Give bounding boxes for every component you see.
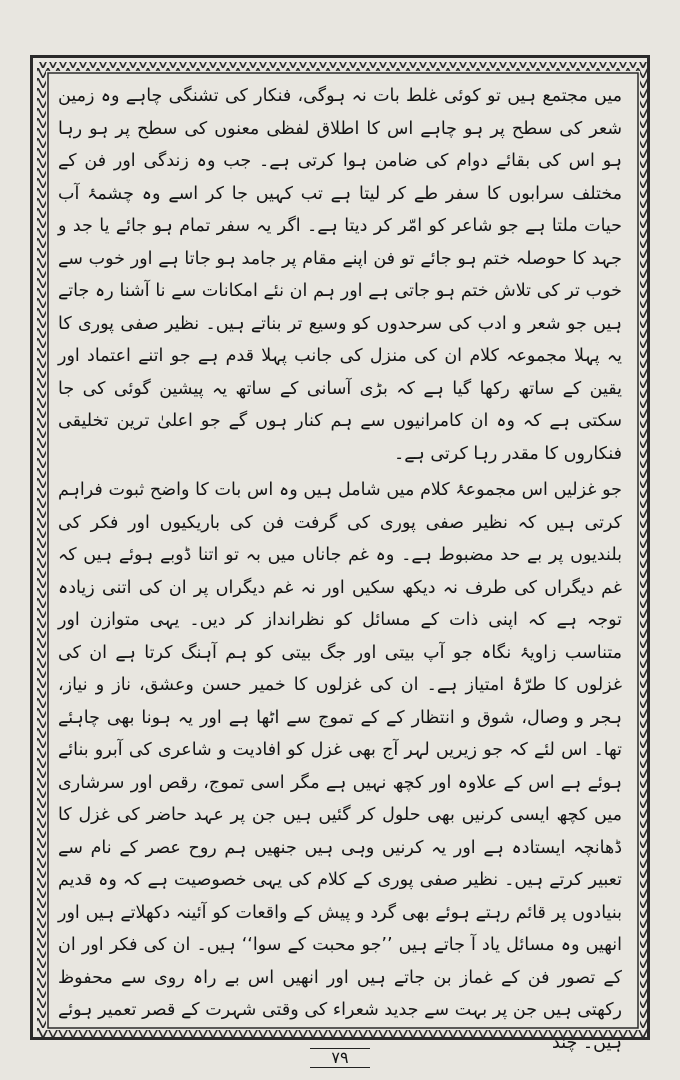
body-text [58,80,622,1059]
paragraph-2: جو غزلیں اس مجموعۂ کلام میں شامل ہیں وہ اس بات کا واضح ثبوت فراہم کرتی ہیں کہ نظیر صفی پوری کی گرفت فن کی باریکیوں اور فکر کی بلندیوں پر بے حد مضبوط ہے۔ وہ غم جاناں میں بہ تو اتنا ڈوبے ہوئے ہیں کہ غم دیگراں کی طرف نہ دیکھ سکیں اور نہ غم دیگراں پر ان کی اتنی زیادہ توجہ ہے کہ اپنی ذات کے مسائل کو نظرانداز کر دیں۔ یہی متوازن اور متناسب زاویۂ نگاہ جو آپ بیتی اور جگ بیتی کو ہم آہنگ کرتا ہے ان کی غزلوں کا طرّۂ امتیاز ہے۔ ان کی غزلوں کا خمیر حسن وعشق، ناز و نیاز، ہجر و وصال، شوق و انتظار کے کے تموج سے اٹھا ہے اور یہ ہونا بھی چاہئے تھا۔ اس لئے کہ جو زیریں لہر آج بھی غزل کو افادیت و شاعری کی آبرو بنائے ہوئے ہے اس کے علاوہ اور کچھ نہیں ہے مگر اسی تموج، رقص اور سرشاری میں کچھ ایسی کرنیں بھی حلول کر گئیں ہیں جن پر عہد حاضر کی غزل کا ڈھانچہ ایستادہ ہے اور یہ کرنیں وہی ہیں جنھیں ہم روح عصر کے نام سے تعبیر کرتے ہیں۔ نظیر صفی پوری کے کلام کی یہی خصوصیت ہے کہ وہ قدیم بنیادوں پر قائم رہتے ہوئے بھی گرد و پیش کے واقعات کو آئینہ دکھلاتے ہیں اور انھیں وہ مسائل یاد آ جاتے ہیں ’’جو محبت کے سوا‘‘ ہیں۔ ان کی فکر اور ان کے تصور فن کے غماز بن جاتے ہیں اور انھیں اس بے راہ روی سے محفوظ رکھتی ہیں جن پر بہت سے جدید شعراء کی وقتی شہرت کے قصر تعمیر ہوئے ہیں۔ چند [58,480,622,1053]
paragraph-1: میں مجتمع ہیں تو کوئی غلط بات نہ ہوگی، فنکار کی تشنگی چاہے وہ زمین شعر کی سطح پر ہو چاہے اس کا اطلاق لفظی معنوں کی سطح پر ہو رہا ہو اس کی بقائے دوام کی ضامن ہوا کرتی ہے۔ جب وہ زندگی اور فن کے مختلف سرابوں کا سفر طے کر لیتا ہے تب کہیں جا کر اسے وہ چشمۂ آب حیات ملتا ہے جو شاعر کو امّر کر دیتا ہے۔ اگر یہ سفر تمام ہو جائے یا جد و جہد کا حوصلہ ختم ہو جائے تو فن اپنے مقام پر جامد ہو جاتا ہے اور خوب سے خوب تر کی تلاش ختم ہو جاتی ہے اور ہم ان نئے امکانات سے نا آشنا رہ جاتے ہیں جو شعر و ادب کی سرحدوں کو وسیع تر بناتے ہیں۔ نظیر صفی پوری کا یہ پہلا مجموعہ کلام ان کی منزل کی جانب پہلا قدم ہے جو اتنے اعتماد اور یقین کے ساتھ رکھا گیا ہے کہ بڑی آسانی کے ساتھ یہ پیشین گوئی کی جا سکتی ہے کہ وہ ان کامرانیوں سے ہم کنار ہوں گے جو اعلیٰ ترین تخلیقی فنکاروں کا مقدر رہا کرتی ہے۔ [58,86,622,464]
page-number: ٧٩ [310,1048,370,1068]
